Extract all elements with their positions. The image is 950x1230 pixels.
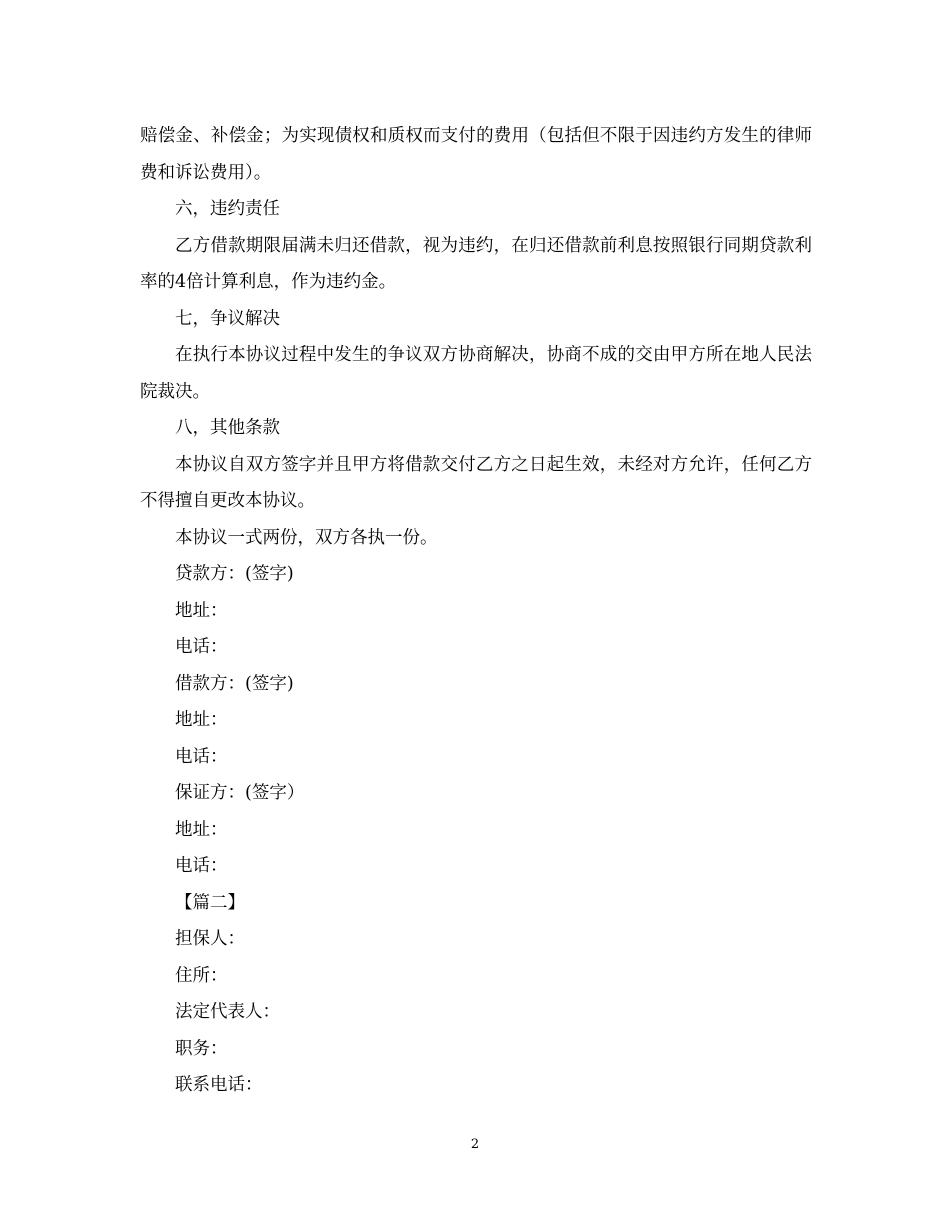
paragraph: 联系电话： [175, 1075, 263, 1095]
paragraph: 【篇二】 [175, 892, 245, 913]
paragraph: 保证方：(签字） [175, 783, 305, 803]
paragraph: 八，其他条款 [175, 418, 280, 438]
paragraph: 贷款方：(签字) [175, 564, 294, 584]
paragraph: 电话： [175, 856, 228, 876]
page-number: 2 [470, 1137, 480, 1152]
paragraph: 地址： [175, 600, 228, 621]
paragraph: 本协议一式两份，双方各执一份。 [175, 527, 438, 548]
paragraph: 法定代表人： [175, 1002, 280, 1022]
paragraph: 电话： [175, 746, 228, 767]
paragraph: 借款方：(签字) [175, 673, 294, 694]
paragraph: 地址： [175, 710, 228, 730]
paragraph: 赔偿金、补偿金；为实现债权和质权而支付的费用（包括但不限于因违约方发生的律师费和诉讼费用）。 [140, 126, 812, 183]
paragraph: 担保人： [175, 929, 245, 949]
paragraph: 本协议自双方签字并且甲方将借款交付乙方之日起生效，未经对方允许，任何乙方不得擅自更改本协议。 [140, 454, 812, 511]
paragraph: 地址： [175, 819, 228, 840]
paragraph: 住所： [175, 965, 228, 986]
paragraph: 六，违约责任 [175, 199, 280, 219]
paragraph: 乙方借款期限届满未归还借款，视为违约，在归还借款前利息按照银行同期贷款利率的4倍计算利息，作为违约金。 [140, 235, 812, 292]
paragraph: 职务： [175, 1038, 228, 1059]
document-body [140, 118, 812, 1104]
paragraph: 电话： [175, 637, 228, 657]
paragraph: 七，争议解决 [175, 308, 280, 329]
paragraph: 在执行本协议过程中发生的争议双方协商解决，协商不成的交由甲方所在地人民法院裁决。 [140, 345, 812, 402]
